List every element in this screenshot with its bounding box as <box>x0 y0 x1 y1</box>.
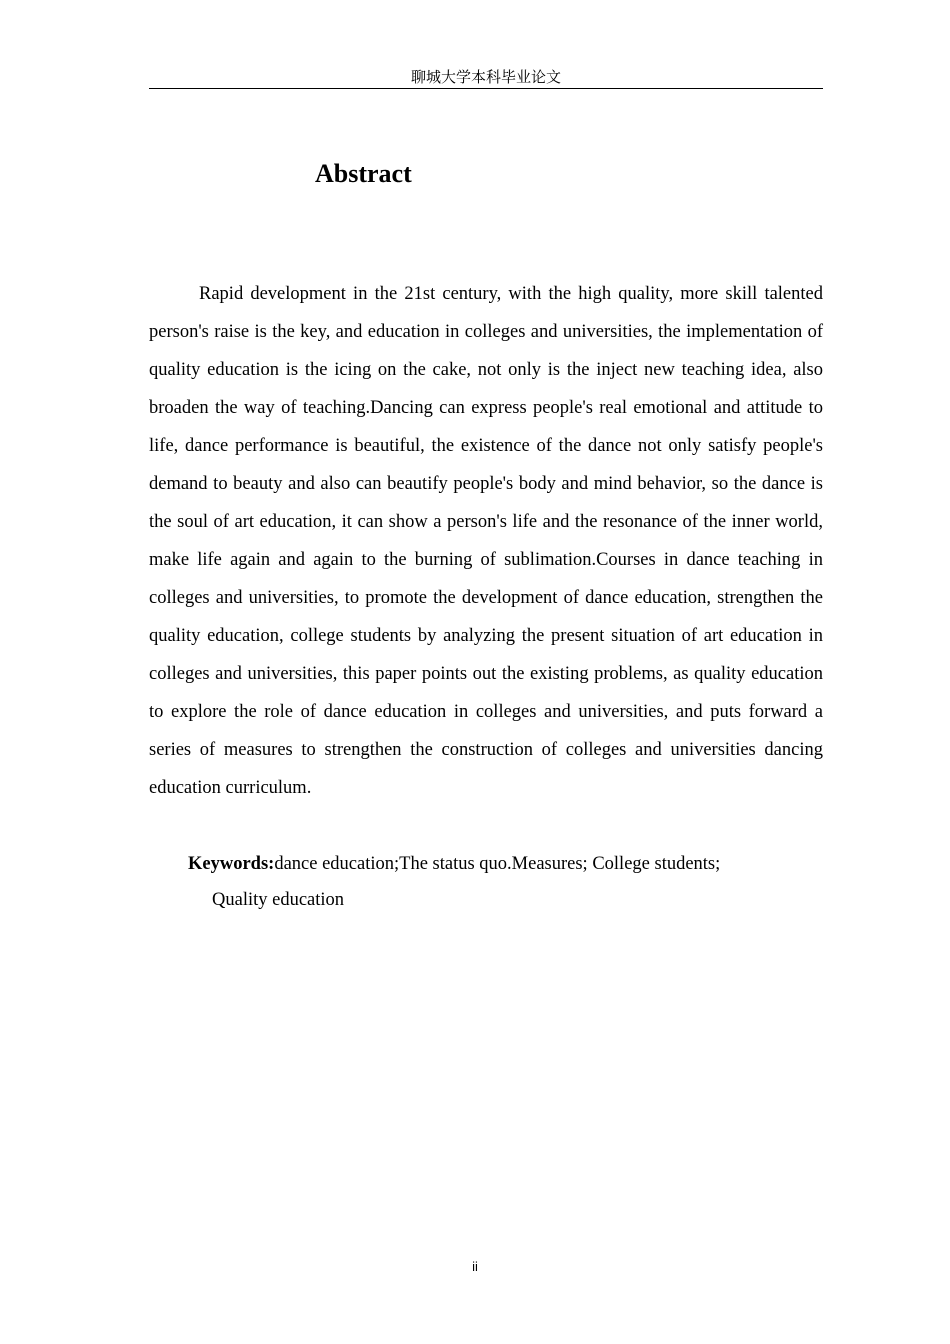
keywords-line-2: Quality education <box>212 890 345 910</box>
keywords-block <box>188 846 788 918</box>
keywords-line-1: dance education;The status quo.Measures; College students; <box>274 854 721 874</box>
abstract-heading: Abstract <box>315 159 412 188</box>
header-rule <box>149 88 823 89</box>
keywords-label: Keywords: <box>188 854 275 874</box>
abstract-body: Rapid development in the 21st century, with the high quality, more skill talented person's raise is the key, and education in colleges and universities, the implementation of quality education is the icing on the cake, not only is the inject new teaching idea, also broaden the way of teaching.Dancing can express people's real emotional and attitude to life, dance performance is beautiful, the existence of the dance not only satisfy people's demand to beauty and also can beautify people's body and mind behavior, so the dance is the soul of art education, it can show a person's life and the resonance of the inner world, make life again and again to the burning of sublimation.Courses in dance teaching in colleges and universities, to promote the development of dance education, strengthen the quality education, college students by analyzing the present situation of art education in colleges and universities, this paper points out the existing problems, as quality education to explore the role of dance education in colleges and universities, and puts forward a series of measures to strengthen the construction of colleges and universities dancing education curriculum. <box>149 284 823 798</box>
running-header: 聊城大学本科毕业论文 <box>410 68 561 86</box>
page-number: ii <box>472 1259 478 1274</box>
